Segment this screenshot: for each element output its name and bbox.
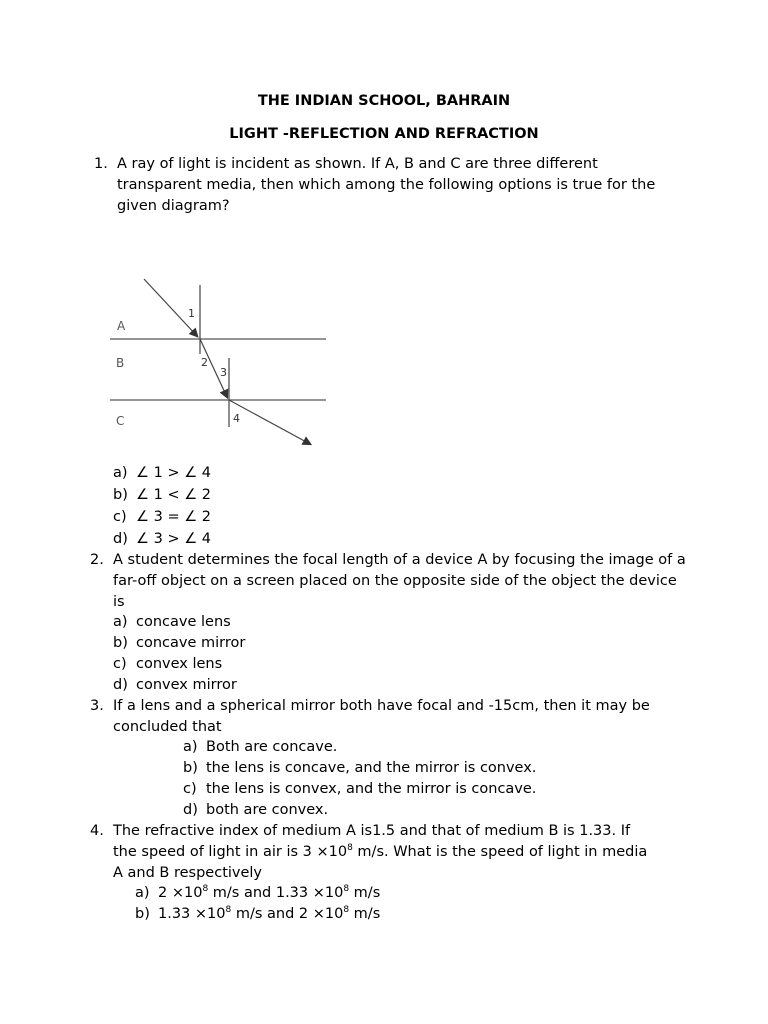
option-text: both are convex. — [206, 802, 329, 818]
text-part: the speed of light in air is 3 ×10 — [113, 843, 348, 860]
text-part: m/s and 1.33 ×10 — [208, 885, 344, 901]
question-text — [113, 821, 690, 883]
angle-label-3: 3 — [220, 366, 227, 379]
q2-option-c — [113, 654, 222, 675]
q3-option-b — [183, 758, 536, 779]
q4-option-a — [135, 883, 380, 904]
emergent-ray-c — [229, 400, 310, 444]
q2-option-d — [113, 675, 237, 696]
q1-option-b — [113, 485, 211, 506]
medium-label-a: A — [117, 319, 126, 333]
option-label: a) — [135, 885, 150, 901]
q3-option-d — [183, 800, 328, 821]
question-3 — [90, 696, 680, 738]
option-label: b) — [113, 635, 128, 651]
exponent: 8 — [225, 905, 232, 916]
option-label: b) — [183, 760, 198, 776]
text-part: m/s and 2 ×10 — [231, 906, 344, 922]
option-text: convex lens — [136, 656, 223, 672]
question-text: A student determines the focal length of a device A by focusing the image of a far-off object on a screen placed on the opposite side of the object the device is — [113, 552, 686, 610]
option-text: the lens is concave, and the mirror is convex. — [206, 760, 537, 776]
text-part: m/s — [349, 885, 381, 901]
option-text — [158, 883, 380, 904]
question-number: 4. — [90, 823, 104, 839]
angle-label-1: 1 — [188, 307, 195, 320]
exponent: 8 — [202, 884, 209, 895]
option-label: a) — [113, 614, 128, 630]
option-text: ∠ 1 > ∠ 4 — [136, 465, 212, 481]
text-part: 1.33 ×10 — [158, 906, 226, 922]
question-text-line — [113, 842, 690, 863]
option-label: b) — [135, 906, 150, 922]
option-text: the lens is convex, and the mirror is concave. — [206, 781, 537, 797]
question-number: 2. — [90, 552, 104, 568]
option-text: concave lens — [136, 614, 231, 630]
q1-option-c — [113, 507, 211, 528]
text-part: 2 ×10 — [158, 885, 203, 901]
question-text-line: The refractive index of medium A is1.5 and that of medium B is 1.33. If — [113, 823, 631, 839]
text-part: m/s. What is the speed of light in media — [352, 843, 648, 860]
option-label: a) — [113, 465, 128, 481]
q3-option-c — [183, 779, 536, 800]
option-text: concave mirror — [136, 635, 246, 651]
option-text: ∠ 3 = ∠ 2 — [136, 509, 212, 525]
exponent: 8 — [343, 905, 350, 916]
question-number: 3. — [90, 698, 104, 714]
q1-option-d — [113, 529, 211, 550]
q1-option-a — [113, 463, 211, 484]
question-4 — [90, 821, 690, 883]
q2-option-a — [113, 612, 231, 633]
option-text: ∠ 3 > ∠ 4 — [136, 531, 212, 547]
medium-label-c: C — [116, 414, 125, 428]
option-label: c) — [183, 781, 197, 797]
question-text: If a lens and a spherical mirror both have focal and -15cm, then it may be concluded that — [113, 698, 650, 735]
school-title: THE INDIAN SCHOOL, BAHRAIN — [257, 93, 511, 109]
q3-option-a — [183, 737, 337, 758]
option-text: Both are concave. — [206, 739, 338, 755]
option-label: d) — [183, 802, 198, 818]
option-label: d) — [113, 531, 128, 547]
q2-option-b — [113, 633, 245, 654]
option-label: c) — [113, 656, 127, 672]
text-part: m/s — [349, 906, 381, 922]
exponent: 8 — [343, 884, 350, 895]
question-text-line: A and B respectively — [113, 864, 263, 881]
option-label: d) — [113, 677, 128, 693]
medium-label-b: B — [116, 356, 125, 370]
q4-option-b — [135, 904, 380, 925]
exponent: 8 — [347, 842, 353, 853]
question-number: 1. — [94, 156, 108, 172]
option-label: a) — [183, 739, 198, 755]
refraction-diagram — [100, 270, 340, 455]
question-2 — [90, 550, 690, 612]
option-text — [158, 904, 380, 925]
option-label: b) — [113, 487, 128, 503]
worksheet-subject: LIGHT -REFLECTION AND REFRACTION — [229, 126, 539, 142]
question-text: A ray of light is incident as shown. If A, B and C are three different transparent media, then which among the following options is true for the given diagram? — [117, 156, 656, 214]
option-text: ∠ 1 < ∠ 2 — [136, 487, 212, 503]
question-1 — [94, 154, 684, 216]
angle-label-4: 4 — [233, 412, 240, 425]
option-label: c) — [113, 509, 127, 525]
angle-label-2: 2 — [201, 356, 208, 369]
option-text: convex mirror — [136, 677, 237, 693]
